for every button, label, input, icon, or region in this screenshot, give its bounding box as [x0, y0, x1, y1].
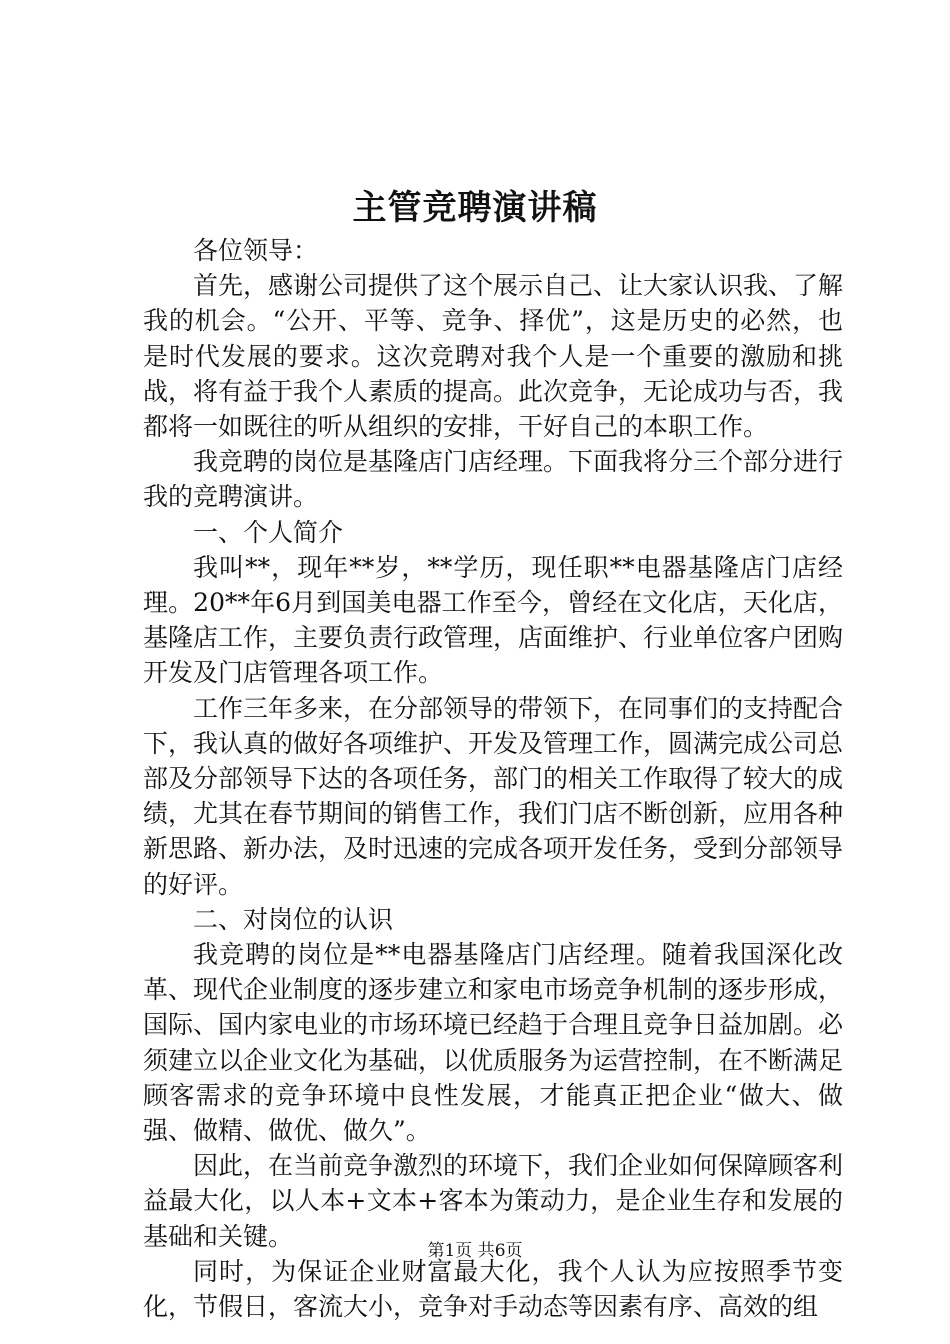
document-title: 主管竞聘演讲稿	[352, 188, 598, 228]
paragraph: 我竞聘的岗位是基隆店门店经理。下面我将分三个部分进行我的竞聘演讲。	[143, 447, 844, 512]
salutation: 各位领导：	[193, 236, 319, 265]
section-heading: 二、对岗位的认识	[193, 904, 394, 934]
paragraph: 我叫**，现年**岁，**学历，现任职**电器基隆店门店经理。20**年6月到国美电器工作至今，曾经在文化店，天化店，基隆店工作，主要负责行政管理，店面维护、行业单位客户团购开发及门店管理各项工作。	[143, 552, 844, 688]
page-footer: 第1页 共6页	[427, 1241, 523, 1261]
document-body	[143, 233, 843, 1324]
paragraph: 因此，在当前竞争激烈的环境下，我们企业如何保障顾客利益最大化，以人本+文本+客本为策动力，是企业生存和发展的基础和关键。	[143, 1151, 844, 1251]
paragraph: 首先，感谢公司提供了这个展示自己、让大家认识我、了解我的机会。“公开、平等、竞争、择优”，这是历史的必然，也是时代发展的要求。这次竞聘对我个人是一个重要的激励和挑战，将有益于我个人素质的提高。此次竞争，无论成功与否，我都将一如既往的听从组织的安排，干好自己的本职工作。	[143, 271, 844, 442]
paragraph: 同时，为保证企业财富最大化，我个人认为应按照季节变化，节假日，客流大小，竞争对手动态等因素有序、高效的组	[143, 1256, 843, 1322]
paragraph: 我竞聘的岗位是**电器基隆店门店经理。随着我国深化改革、现代企业制度的逐步建立和家电市场竞争机制的逐步形成，国际、国内家电业的市场环境已经趋于合理且竞争日益加剧。必须建立以企业文化为基础，以优质服务为运营控制，在不断满足顾客需求的竞争环境中良性发展，才能真正把企业“做大、做强、做精、做优、做久”。	[143, 940, 844, 1146]
section-heading: 一、个人简介	[193, 517, 344, 547]
paragraph: 工作三年多来，在分部领导的带领下，在同事们的支持配合下，我认真的做好各项维护、开发及管理工作，圆满完成公司总部及分部领导下达的各项任务，部门的相关工作取得了较大的成绩，尤其在春节期间的销售工作，我们门店不断创新，应用各种新思路、新办法，及时迅速的完成各项开发任务，受到分部领导的好评。	[143, 693, 844, 899]
